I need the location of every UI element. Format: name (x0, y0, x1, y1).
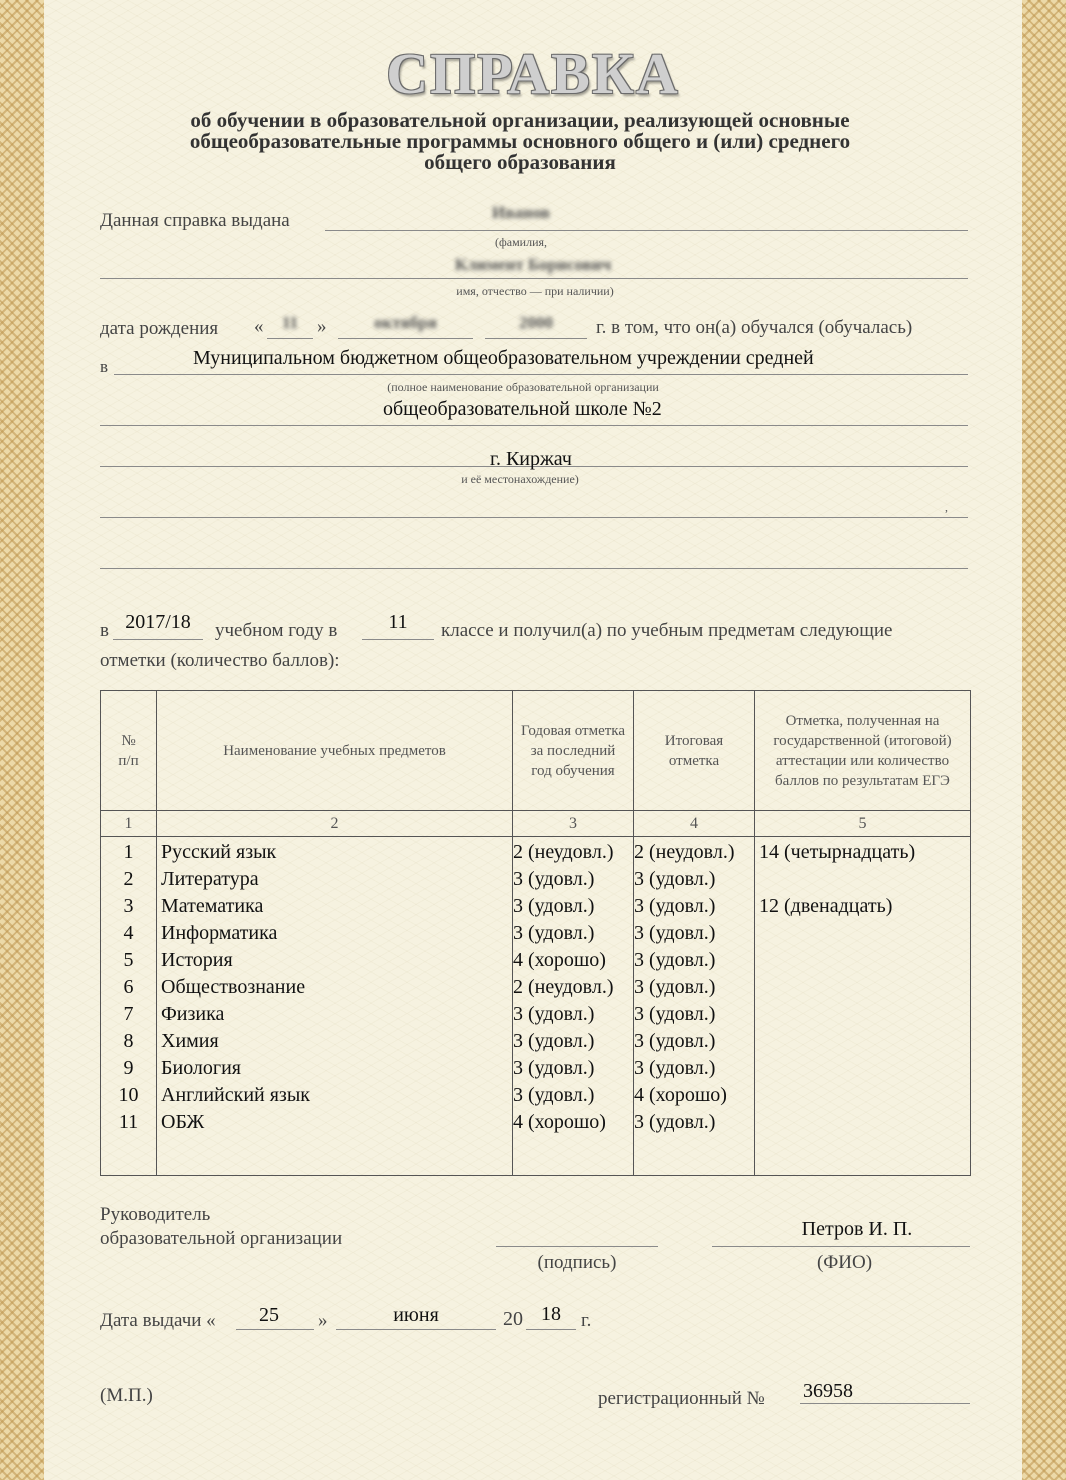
birth-year-line (485, 338, 587, 339)
issue-year-line (526, 1329, 576, 1330)
row-subject-cell: Биология (161, 1057, 242, 1079)
birth-month-line (338, 338, 473, 339)
school-prefix: в (100, 357, 109, 376)
row-final-cell: 2 (неудовл.) (634, 841, 735, 863)
rows-subject-column (157, 837, 513, 1176)
school-name-line-2: общеобразовательной школе №2 (383, 398, 662, 420)
row-exam-cell (755, 1109, 970, 1136)
issue-day-line (236, 1329, 314, 1330)
issue-month-line (336, 1329, 496, 1330)
rows-num-column (101, 837, 157, 1176)
row-exam-cell: 14 (четырнадцать) (759, 841, 916, 863)
study-line-2: отметки (количество баллов): (100, 650, 340, 671)
school-name-line-1: Муниципальном бюджетном общеобразовательном учреждении средней (193, 347, 814, 369)
recipient-label: Данная справка выдана (100, 210, 290, 231)
birth-label: дата рождения (100, 318, 219, 339)
row-exam-cell (755, 1082, 970, 1109)
birth-close-quote: » (317, 316, 327, 337)
row-num-cell: 10 (118, 1084, 139, 1106)
row-subject-cell: Английский язык (161, 1084, 310, 1106)
row-annual-cell: 4 (хорошо) (513, 949, 606, 971)
row-final-cell: 3 (удовл.) (634, 922, 716, 944)
study-year-value: 2017/18 (125, 611, 191, 633)
issue-suffix: г. (581, 1310, 592, 1331)
rows-exam-column (755, 837, 971, 1176)
row-num-cell: 1 (123, 841, 134, 863)
row-num-cell: 8 (123, 1030, 134, 1052)
grades-table (100, 690, 971, 1176)
school-line-1 (114, 374, 968, 375)
row-exam-cell: 12 (двенадцать) (759, 895, 893, 917)
head-name-caption: (ФИО) (816, 1252, 873, 1273)
birth-day-value: 11 (281, 313, 299, 332)
reg-number-line (800, 1403, 970, 1404)
row-annual-cell: 4 (хорошо) (513, 1111, 606, 1133)
document-subtitle (140, 110, 900, 173)
decorative-border-right (1022, 0, 1066, 1480)
surname-line (325, 230, 968, 231)
surname-caption: (фамилия, (494, 235, 548, 249)
row-exam-cell (755, 866, 970, 893)
birth-suffix: г. в том, что он(а) обучался (обучалась) (596, 317, 913, 338)
header-num: № п/п (101, 691, 157, 811)
row-annual-cell: 2 (неудовл.) (513, 976, 614, 998)
column-number: 5 (755, 811, 971, 837)
row-annual-cell: 3 (удовл.) (513, 868, 595, 890)
study-mid-2: классе и получил(а) по учебным предметам следующие (441, 620, 893, 641)
row-final-cell: 3 (удовл.) (634, 868, 716, 890)
row-num-cell: 3 (123, 895, 134, 917)
row-final-cell: 3 (удовл.) (634, 1111, 716, 1133)
name-line (100, 278, 968, 279)
head-label-2: образовательной организации (100, 1228, 343, 1249)
row-subject-cell: История (161, 949, 233, 971)
issue-century: 20 (503, 1308, 523, 1330)
surname-value: Иванов (492, 203, 550, 222)
row-num-cell: 4 (123, 922, 134, 944)
name-caption: имя, отчество — при наличии) (456, 284, 614, 298)
row-num-cell: 2 (123, 868, 134, 890)
row-annual-cell: 3 (удовл.) (513, 922, 595, 944)
row-subject-cell: Математика (161, 895, 264, 917)
row-num-cell: 7 (123, 1003, 134, 1025)
row-final-cell: 3 (удовл.) (634, 895, 716, 917)
study-grade-value: 11 (388, 611, 408, 633)
row-exam-cell (755, 1055, 970, 1082)
row-final-cell: 4 (хорошо) (634, 1084, 727, 1106)
row-annual-cell: 3 (удовл.) (513, 895, 595, 917)
row-num-cell: 5 (123, 949, 134, 971)
row-annual-cell: 3 (удовл.) (513, 1057, 595, 1079)
issue-close-quote: » (318, 1310, 328, 1331)
rows-annual-column (513, 837, 634, 1176)
birth-open-quote: « (254, 316, 264, 337)
school-line-2 (100, 425, 968, 426)
school-line-4-mark: , (945, 500, 948, 514)
school-location: г. Киржач (490, 448, 572, 470)
column-number: 4 (634, 811, 755, 837)
subtitle-line: об обучении в образовательной организации, реализующей основные (190, 108, 850, 132)
row-subject-cell: Литература (161, 868, 259, 890)
head-name-line (712, 1246, 970, 1247)
head-label-1: Руководитель (100, 1204, 211, 1225)
subtitle-line: общеобразовательные программы основного общего и (или) среднего (189, 129, 851, 153)
study-year-line (113, 639, 203, 640)
row-annual-cell: 3 (удовл.) (513, 1030, 595, 1052)
row-subject-cell: Русский язык (161, 841, 277, 863)
issue-year-value: 18 (541, 1303, 561, 1325)
head-name-value: Петров И. П. (801, 1218, 913, 1240)
school-caption-1: (полное наименование образовательной организации (387, 380, 659, 394)
birth-month-value: октября (374, 313, 437, 332)
reg-label: регистрационный № (598, 1388, 765, 1409)
header-exam: Отметка, полученная на государственной (итоговой) аттестации или количество баллов по результатам ЕГЭ (755, 691, 971, 811)
row-num-cell: 9 (123, 1057, 134, 1079)
birth-day-line (267, 338, 313, 339)
header-annual: Годовая отметка за последний год обучения (513, 691, 634, 811)
row-subject-cell: Обществознание (161, 976, 306, 998)
name-value: Климент Борисович (454, 255, 612, 274)
signature-caption: (подпись) (537, 1252, 617, 1273)
issue-day-value: 25 (259, 1304, 279, 1326)
birth-year-value: 2000 (519, 313, 553, 332)
row-annual-cell: 3 (удовл.) (513, 1084, 595, 1106)
row-subject-cell: ОБЖ (161, 1111, 205, 1133)
study-mid-1: учебном году в (215, 620, 338, 641)
signature-line (496, 1246, 658, 1247)
row-subject-cell: Химия (161, 1030, 219, 1052)
row-exam-cell (755, 974, 970, 1001)
row-final-cell: 3 (удовл.) (634, 1030, 716, 1052)
document-title: СПРАВКА (386, 41, 680, 106)
study-grade-line (362, 639, 434, 640)
row-annual-cell: 3 (удовл.) (513, 1003, 595, 1025)
row-subject-cell: Физика (161, 1003, 225, 1025)
row-exam-cell (755, 1028, 970, 1055)
column-number: 3 (513, 811, 634, 837)
stamp-placeholder: (М.П.) (100, 1385, 153, 1406)
row-final-cell: 3 (удовл.) (634, 1057, 716, 1079)
header-final: Итоговая отметка (634, 691, 755, 811)
row-num-cell: 11 (118, 1111, 139, 1133)
study-prefix: в (100, 620, 109, 641)
decorative-border-left (0, 0, 44, 1480)
school-line-5 (100, 568, 968, 569)
column-number: 2 (157, 811, 513, 837)
row-exam-cell (755, 1001, 970, 1028)
row-num-cell: 6 (123, 976, 134, 998)
row-final-cell: 3 (удовл.) (634, 976, 716, 998)
school-caption-2: и её местонахождение) (461, 472, 579, 486)
row-exam-cell (755, 947, 970, 974)
issue-month-value: июня (393, 1304, 439, 1326)
row-final-cell: 3 (удовл.) (634, 949, 716, 971)
row-final-cell: 3 (удовл.) (634, 1003, 716, 1025)
rows-final-column (634, 837, 755, 1176)
school-line-4 (100, 517, 968, 518)
row-annual-cell: 2 (неудовл.) (513, 841, 614, 863)
reg-number-value: 36958 (803, 1380, 853, 1402)
subtitle-line: общего образования (424, 150, 616, 174)
header-subject: Наименование учебных предметов (157, 691, 513, 811)
row-subject-cell: Информатика (161, 922, 278, 944)
column-number: 1 (101, 811, 157, 837)
issue-label: Дата выдачи « (100, 1310, 216, 1331)
row-exam-cell (755, 920, 970, 947)
